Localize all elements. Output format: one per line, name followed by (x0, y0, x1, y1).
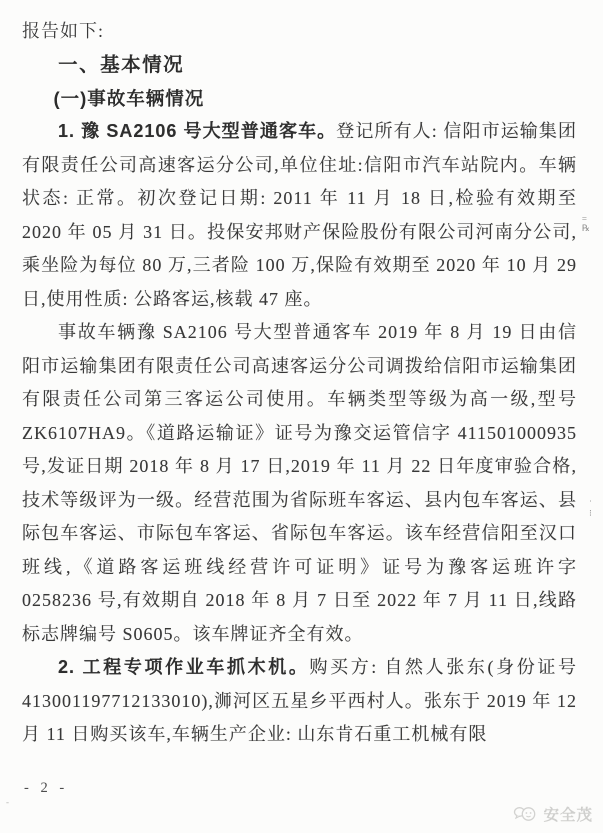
paragraph-bus-operation (22, 316, 577, 651)
paragraph-lead: 2. 工程专项作业车抓木机。 (58, 657, 310, 677)
scan-artifact: ʾ ⁝ (589, 499, 592, 518)
paragraph-bus-registration (22, 115, 577, 316)
section-heading: 一、基本情况 (58, 54, 185, 76)
watermark-text: 安全茂 (543, 807, 593, 824)
scan-artifact: - (6, 797, 9, 807)
paragraph-lead: 1. 豫 SA2106 号大型普通客车。 (58, 121, 337, 141)
paragraph-text: 登记所有人: 信阳市运输集团有限责任公司高速客运分公司,单位住址:信阳市汽车站院内。车辆状态: 正常。初次登记日期: 2011 年 11 月 18 日,检验有效期至 2020 年 05 月 31 日。投保安邦财产保险股份有限公司河南分公司,乘坐险为每位 80 万,三者险 100 万,保险有效期至 2020 年 10 月 29 日,使用性质: 公路客运,核载 47 座。 (22, 121, 577, 309)
paragraph-text: 事故车辆豫 SA2106 号大型普通客车 2019 年 8 月 19 日由信阳市运输集团有限责任公司高速客运分公司调拨给信阳市运输集团有限责任公司第三客运公司使用。车辆类型等级为高一级,型号 ZK6107HA9。《道路运输证》证号为豫交运管信字 411501000935 号,发证日期 2018 年 8 月 17 日,2019 年 11 月 22 日年度审验合格,技术等级评为一级。经营范围为省际班车客运、县内包车客运、县际包车客运、市际包车客运、省际包车客运。该车经营信阳至汉口班线,《道路客运班线经营许可证明》证号为豫客运班许字 0258236 号,有效期自 2018 年 8 月 7 日至 2022 年 7 月 11 日,线路标志牌编号 S0605。该车牌证齐全有效。 (22, 322, 577, 644)
scan-artifact: = ℞ (581, 214, 590, 233)
intro-line: 报告如下: (22, 21, 105, 41)
page-number: - 2 - (24, 780, 69, 796)
paragraph-grab-truck (22, 651, 577, 752)
subsection-heading: (一)事故车辆情况 (53, 88, 205, 109)
watermark (512, 803, 593, 825)
anquanmao-logo-icon (512, 804, 539, 824)
paragraph-text: 购买方: 自然人张东(身份证号 413001197712133010),浉河区五星乡平西村人。张东于 2019 年 12 月 11 日购买该车,车辆生产企业: 山东肯石重工机械有限 (22, 657, 577, 744)
